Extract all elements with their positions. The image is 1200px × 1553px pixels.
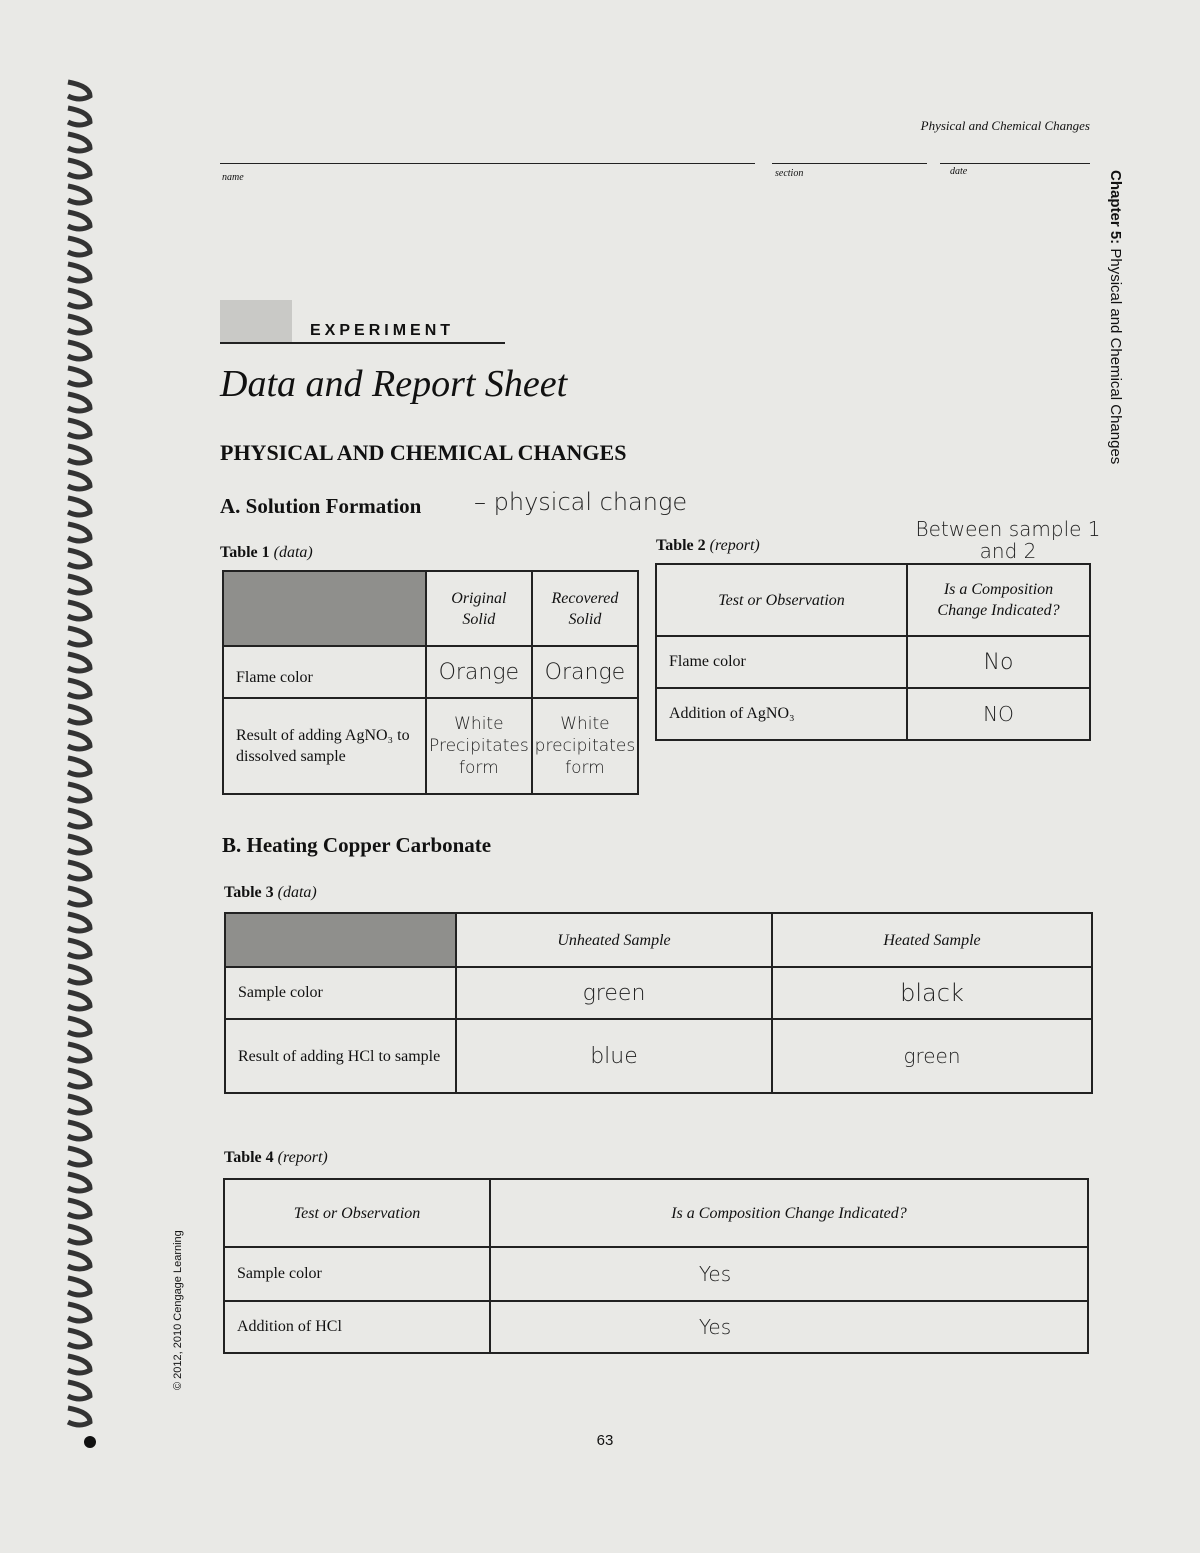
chapter-side-label: Chapter 5: Physical and Chemical Changes [1107, 170, 1124, 465]
table1-row-label: Flame color [223, 646, 426, 698]
table4-cell: Yes [490, 1301, 1088, 1353]
table3-title: Table 3 (data) [224, 884, 317, 901]
table1-corner [223, 571, 426, 646]
table1-cell: White Precipitates form [426, 698, 532, 794]
table2-note: Between sample 1 and 2 [915, 517, 1101, 563]
table1-row-label: Result of adding AgNO₃ to dissolved sample [223, 698, 426, 794]
experiment-subtitle: PHYSICAL AND CHEMICAL CHANGES [220, 440, 627, 465]
table2-title: Table 2 (report) [656, 537, 760, 554]
page-number: 63 [596, 1432, 614, 1449]
table4-col-change: Is a Composition Change Indicated? [490, 1179, 1088, 1247]
table-2 [655, 563, 1091, 741]
table3-col-heated: Heated Sample [772, 913, 1092, 967]
table3-cell: black [772, 967, 1092, 1019]
table-4 [223, 1178, 1089, 1354]
table1-title: Table 1 (data) [220, 544, 313, 561]
table2-col-change: Is a Composition Change Indicated? [907, 564, 1090, 636]
table4-title: Table 4 (report) [224, 1149, 328, 1166]
page-title: Data and Report Sheet [220, 363, 568, 405]
table2-cell: No [907, 636, 1090, 688]
table3-row-label: Result of adding HCl to sample [225, 1019, 456, 1093]
name-label: name [222, 172, 244, 183]
running-title: Physical and Chemical Changes [920, 118, 1090, 133]
section-b-heading: B. Heating Copper Carbonate [222, 833, 492, 857]
table2-cell: NO [907, 688, 1090, 740]
table2-col-test: Test or Observation [656, 564, 907, 636]
spiral-binding [60, 70, 100, 1470]
table1-cell: Orange [426, 646, 532, 698]
table3-cell: green [772, 1019, 1092, 1093]
table1-cell: Orange [532, 646, 639, 698]
table3-col-unheated: Unheated Sample [456, 913, 772, 967]
table2-row-label: Flame color [656, 636, 907, 688]
section-a-heading: A. Solution Formation [220, 494, 422, 518]
table-1 [222, 570, 639, 795]
table3-cell: blue [456, 1019, 772, 1093]
experiment-badge [220, 300, 292, 342]
table1-col-recovered: Recovered Solid [532, 571, 639, 646]
table4-row-label: Addition of HCl [224, 1301, 490, 1353]
section-a-note: – physical change [474, 488, 688, 516]
table1-cell: White precipitates form [532, 698, 639, 794]
table4-row-label: Sample color [224, 1247, 490, 1301]
table4-cell: Yes [490, 1247, 1088, 1301]
table-3 [224, 912, 1093, 1094]
table3-row-label: Sample color [225, 967, 456, 1019]
date-label: date [950, 166, 968, 177]
table4-col-test: Test or Observation [224, 1179, 490, 1247]
copyright-notice: © 2012, 2010 Cengage Learning [172, 1230, 184, 1390]
table3-corner [225, 913, 456, 967]
table2-row-label: Addition of AgNO₃ [656, 688, 907, 740]
table3-cell: green [456, 967, 772, 1019]
experiment-label: EXPERIMENT [310, 322, 455, 339]
table1-col-original: Original Solid [426, 571, 532, 646]
section-label: section [775, 168, 804, 179]
